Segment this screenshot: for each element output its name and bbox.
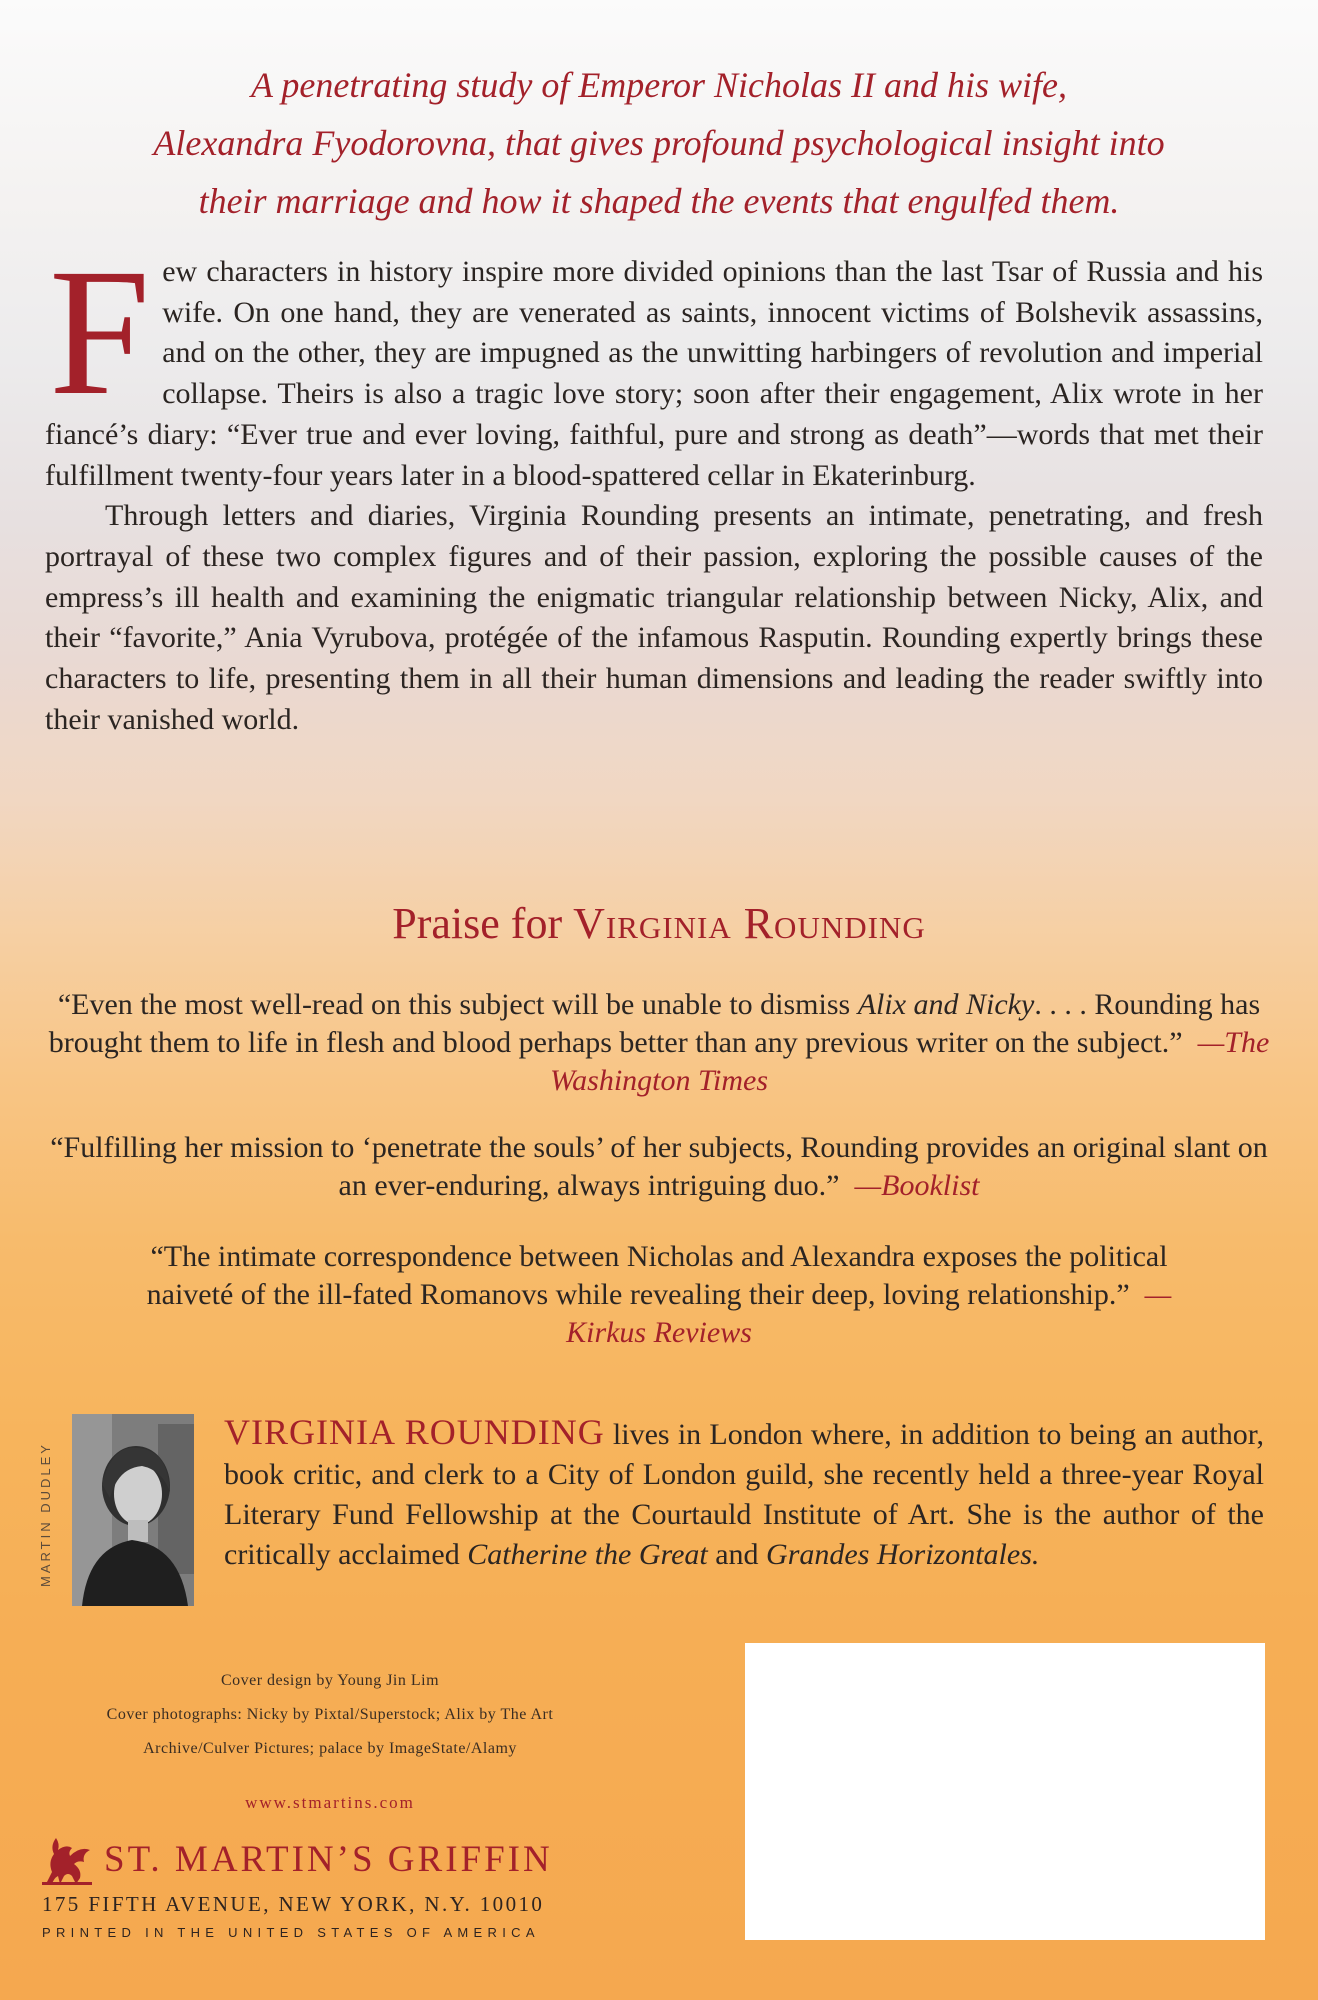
paragraph-1-text: ew characters in history inspire more divided opinions than the last Tsar of Russia and his wife. On one hand, they are venerated as saints, innocent victims of Bolshevik assassins, and on the other, they are impugned as the unwitting harbingers of revolution and imperial collapse. Theirs is also a tragic love story; soon after their engagement, Alix wrote in her fiancé’s diary: “Ever true and ever loving, faithful, pure and strong as death”—words that met their fulfillment twenty-four years later in a blood-spattered cellar in Ekaterinburg. xyxy=(45,255,1263,492)
blurb-line: A penetrating study of Emperor Nicholas II and his wife, xyxy=(251,65,1067,105)
quote-text: . . . . Rounding has brought them to life in flesh and blood perhaps better than any previous writer on the subject.” xyxy=(48,988,1261,1059)
quote-text: “The intimate correspondence between Nicholas and Alexandra exposes the political naiveté of the ill-fated Romanovs while revealing their deep, loving relationship.” xyxy=(146,1240,1168,1311)
quote-source: —The Washington Times xyxy=(549,1026,1270,1097)
praise-heading-prefix: Praise for xyxy=(392,899,563,948)
description-paragraph-1 xyxy=(45,232,1263,496)
cover-design-credit: Cover design by Young Jin Lim xyxy=(220,1672,440,1689)
quote-text: “Even the most well-read on this subject will be unable to dismiss xyxy=(57,988,858,1021)
cover-photos-credit: Archive/Culver Pictures; palace by ImageState/Alamy xyxy=(143,1740,517,1757)
blurb-line: Alexandra Fyodorovna, that gives profound psychological insight into xyxy=(153,123,1165,163)
author-photo xyxy=(72,1414,194,1606)
praise-heading xyxy=(0,898,1318,949)
cover-blurb xyxy=(140,56,1178,230)
cover-photos-credit: Cover photographs: Nicky by Pixtal/Superstock; Alix by The Art xyxy=(106,1706,554,1723)
praise-heading-author: Virginia Rounding xyxy=(573,899,926,948)
drop-cap: F xyxy=(49,232,151,433)
publisher-block xyxy=(42,1832,642,1940)
publisher-website[interactable]: www.stmartins.com xyxy=(245,1793,415,1812)
description-paragraph-2: Through letters and diaries, Virginia Rounding presents an intimate, penetrating, and fresh portrayal of these two complex figures and of their passion, exploring the possible causes of the empress’s ill health and examining the enigmatic triangular relationship between Nicky, Alix, and their “favorite,” Ania Vyrubova, protégée of the infamous Rasputin. Rounding expertly brings these characters to life, presenting them in all their human dimensions and leading the reader swiftly into their vanished world. xyxy=(45,499,1263,736)
bio-text: and xyxy=(707,1538,767,1571)
review-quote-3 xyxy=(130,1238,1188,1352)
bio-book-title: Grandes Horizontales. xyxy=(766,1538,1040,1571)
author-name: VIRGINIA ROUNDING xyxy=(224,1412,605,1452)
review-quote-2 xyxy=(45,1129,1273,1205)
blurb-line: their marriage and how it shaped the events that engulfed them. xyxy=(198,181,1120,221)
griffin-icon xyxy=(42,1832,94,1886)
publisher-logo xyxy=(42,1832,642,1886)
author-portrait-icon xyxy=(72,1414,194,1606)
review-quote-1 xyxy=(45,986,1273,1100)
publisher-address: 175 FIFTH AVENUE, NEW YORK, N.Y. 10010 xyxy=(42,1892,545,1916)
printed-in: PRINTED IN THE UNITED STATES OF AMERICA xyxy=(42,1925,540,1940)
quote-source: —Kirkus Reviews xyxy=(566,1278,1172,1349)
photo-credit: MARTIN DUDLEY xyxy=(38,1442,53,1588)
bio-book-title: Catherine the Great xyxy=(467,1538,708,1571)
bio-text: lives in London where, in addition to being an author, book critic, and clerk to a City of London guild, she recently held a three-year Royal Literary Fund Fellowship at the Courtauld Institute of Art. She is the author of the critically acclaimed xyxy=(224,1418,1264,1571)
quote-book-title: Alix and Nicky xyxy=(857,988,1035,1021)
book-description xyxy=(45,232,1263,740)
cover-credits xyxy=(40,1664,620,1766)
quote-source: —Booklist xyxy=(854,1169,980,1202)
barcode-area xyxy=(745,1643,1265,1940)
quote-text: “Fulfilling her mission to ‘penetrate the souls’ of her subjects, Rounding provides an original slant on an ever-enduring, always intriguing duo.” xyxy=(50,1131,1268,1202)
author-bio xyxy=(224,1412,1264,1575)
publisher-name: ST. MARTIN’S GRIFFIN xyxy=(104,1838,553,1880)
